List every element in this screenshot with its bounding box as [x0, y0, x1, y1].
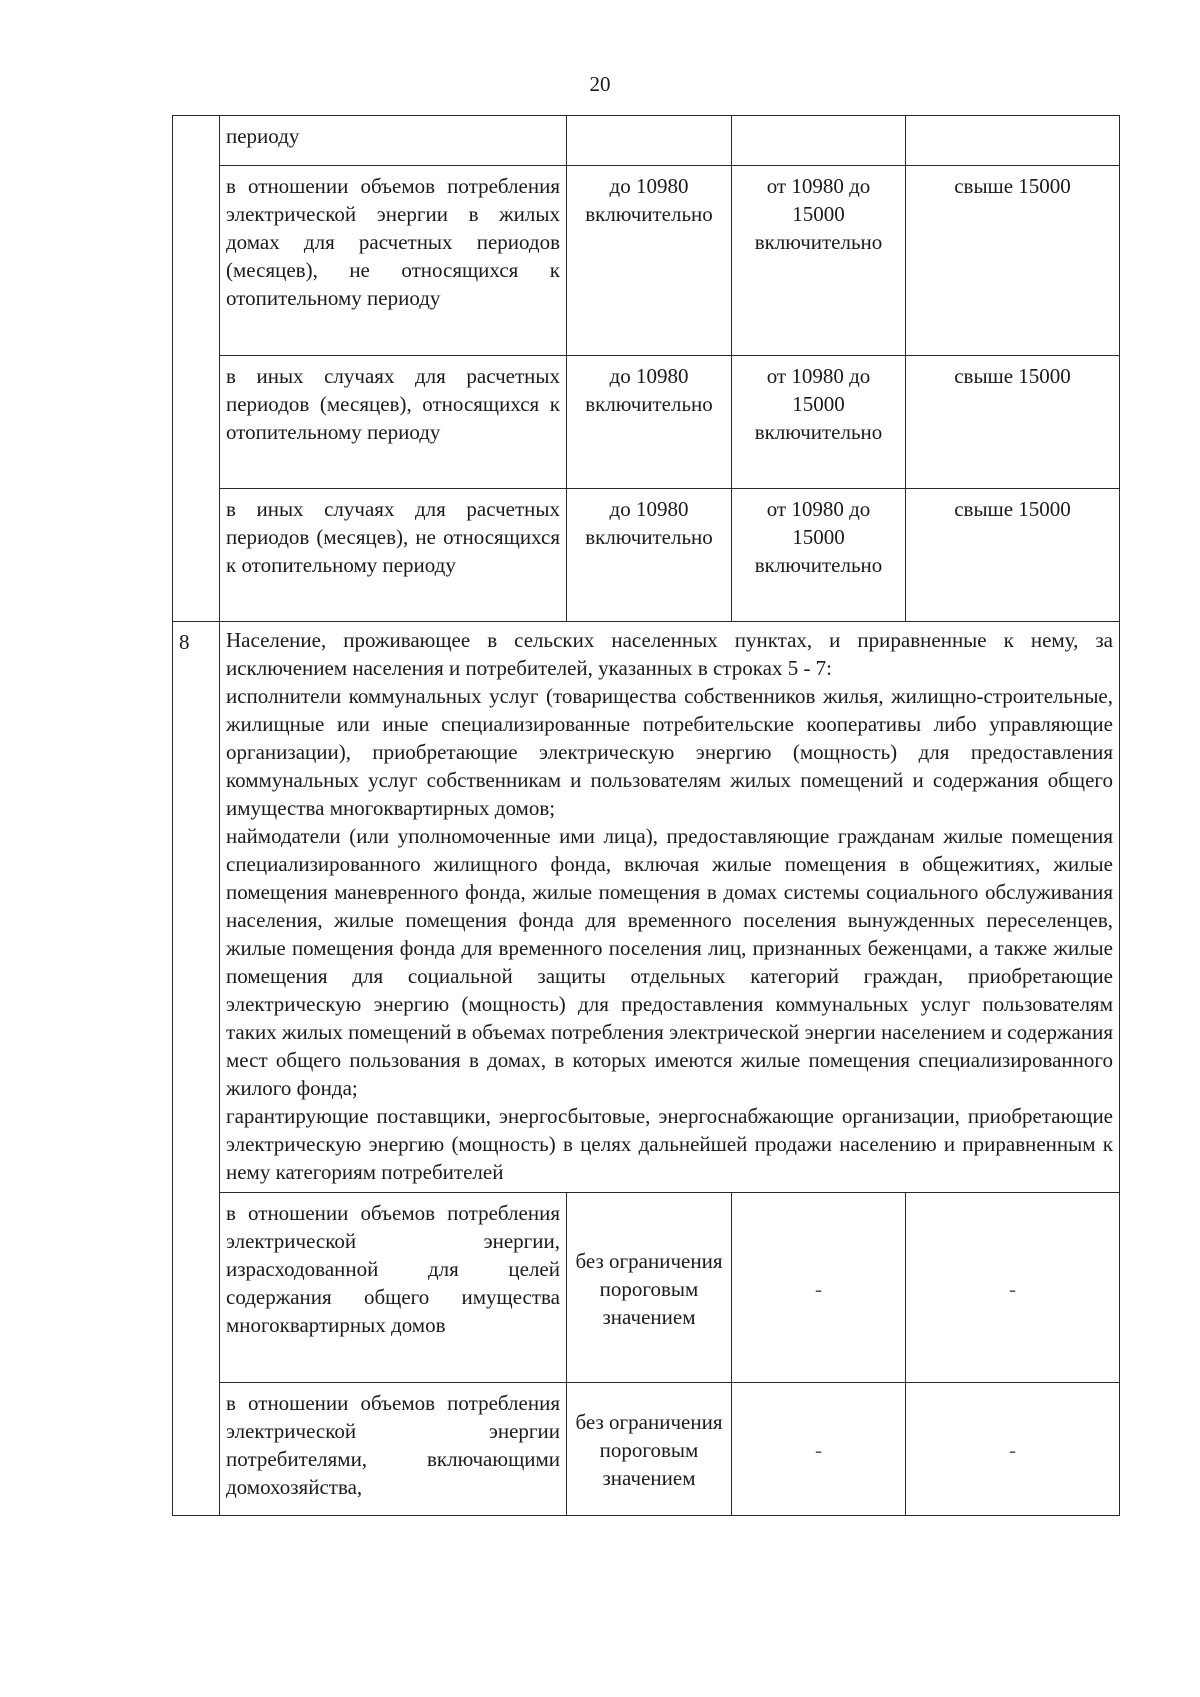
table-row: [173, 1383, 1120, 1516]
range-cell-1: [567, 116, 732, 166]
range-cell-3: -: [906, 1383, 1120, 1516]
range-cell-1: до 10980 включительно: [567, 489, 732, 622]
table-row: [173, 166, 1120, 356]
row-description: в отношении объемов потребления электрической энергии в жилых домах для расчетных периодов (месяцев), не относящихся к отопительному периоду: [220, 166, 567, 356]
table-row: [173, 622, 1120, 1193]
page-number: 20: [589, 72, 611, 96]
category-description: [220, 622, 1120, 1193]
range-cell-1: до 10980 включительно: [567, 166, 732, 356]
table-row: [173, 116, 1120, 166]
range-cell-1: без ограничения пороговым значением: [567, 1383, 732, 1516]
range-cell-2: -: [732, 1383, 906, 1516]
table-row: [173, 489, 1120, 622]
row-number-cell: 8: [173, 622, 220, 1516]
table-row: [173, 1193, 1120, 1383]
row-description: в отношении объемов потребления электрической энергии потребителями, включающими домохозяйства,: [220, 1383, 567, 1516]
category-paragraph: исполнители коммунальных услуг (товарищества собственников жилья, жилищно-строительные, жилищные или иные специализированные потребительские кооперативы либо управляющие организации), приобретающие электрическую энергию (мощность) для предоставления коммунальных услуг собственникам и пользователям жилых помещений и содержания общего имущества многоквартирных домов;: [226, 684, 1113, 820]
range-cell-3: свыше 15000: [906, 356, 1120, 489]
category-heading: Население, проживающее в сельских населенных пунктах, и приравненные к нему, за исключением населения и потребителей, указанных в строках 5 - 7:: [226, 628, 1113, 680]
range-cell-3: свыше 15000: [906, 489, 1120, 622]
tariff-table: [172, 115, 1120, 1516]
row-description: в иных случаях для расчетных периодов (месяцев), не относящихся к отопительному периоду: [220, 489, 567, 622]
row-description: периоду: [220, 116, 567, 166]
table-row: [173, 356, 1120, 489]
range-cell-3: -: [906, 1193, 1120, 1383]
row-number-cell: [173, 116, 220, 622]
range-cell-2: -: [732, 1193, 906, 1383]
range-cell-1: до 10980 включительно: [567, 356, 732, 489]
range-cell-3: свыше 15000: [906, 166, 1120, 356]
range-cell-1: без ограничения пороговым значением: [567, 1193, 732, 1383]
row-description: в отношении объемов потребления электрической энергии, израсходованной для целей содержания общего имущества многоквартирных домов: [220, 1193, 567, 1383]
range-cell-2: [732, 116, 906, 166]
range-cell-2: от 10980 до 15000 включительно: [732, 166, 906, 356]
row-description: в иных случаях для расчетных периодов (месяцев), относящихся к отопительному периоду: [220, 356, 567, 489]
category-paragraph: гарантирующие поставщики, энергосбытовые, энергоснабжающие организации, приобретающие электрическую энергию (мощность) в целях дальнейшей продажи населению и приравненным к нему категориям потребителей: [226, 1104, 1113, 1184]
range-cell-3: [906, 116, 1120, 166]
range-cell-2: от 10980 до 15000 включительно: [732, 489, 906, 622]
range-cell-2: от 10980 до 15000 включительно: [732, 356, 906, 489]
category-paragraph: наймодатели (или уполномоченные ими лица), предоставляющие гражданам жилые помещения специализированного жилищного фонда, включая жилые помещения в общежитиях, жилые помещения маневренного фонда, жилые помещения в домах системы социального обслуживания населения, жилые помещения фонда для временного поселения вынужденных переселенцев, жилые помещения фонда для временного поселения лиц, признанных беженцами, а также жилые помещения для социальной защиты отдельных категорий граждан, приобретающие электрическую энергию (мощность) для предоставления коммунальных услуг пользователям таких жилых помещений в объемах потребления электрической энергии населением и содержания мест общего пользования в домах, в которых имеются жилые помещения специализированного жилого фонда;: [226, 824, 1113, 1100]
